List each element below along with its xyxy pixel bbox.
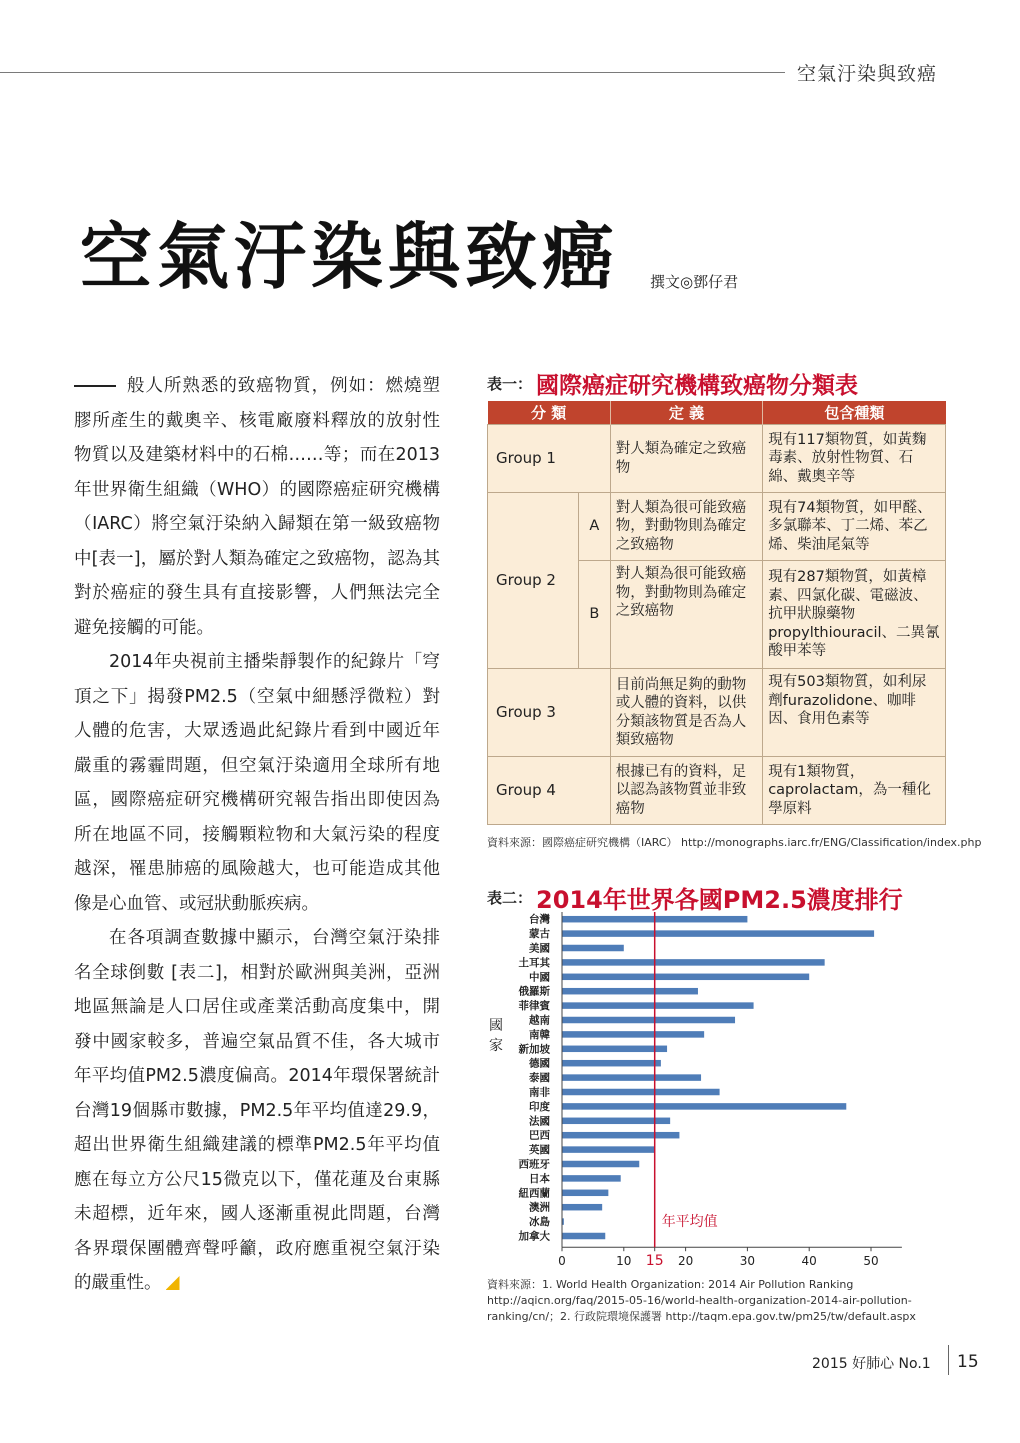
group-definition: 對人類為確定之致癌物: [610, 425, 762, 493]
table2-source: 資料來源：1. World Health Organization: 2014 Air Pollution Ranking http://aqicn.org/faq/2015-05-16/world-health-organization-2014-air-pollution-ranking/cn/；2. 行政院環境保護署 http://taqm.epa.gov.tw/pm25/tw/default.aspx: [487, 1278, 916, 1323]
bar: [562, 1233, 605, 1240]
category-label: 台灣: [529, 913, 550, 926]
table1-heading: [487, 367, 947, 400]
bar: [562, 1204, 602, 1211]
bar: [562, 1089, 720, 1096]
category-label: 越南: [529, 1014, 550, 1027]
group-name: Group 2: [488, 493, 579, 669]
bar: [562, 1161, 639, 1168]
page-number: 15: [957, 1352, 979, 1372]
table-row-group2a: [488, 493, 946, 561]
folio: 2015 好肺心 No.1: [812, 1356, 931, 1372]
table1-label: 表一：: [487, 375, 533, 393]
bar: [562, 945, 624, 952]
bar: [562, 1002, 754, 1009]
bar: [562, 1074, 701, 1081]
category-label: 菲律賓: [518, 1000, 550, 1013]
x-tick-label: 0: [558, 1254, 566, 1269]
bar: [562, 930, 874, 937]
category-label: 西班牙: [518, 1158, 550, 1171]
group-examples: 現有117類物質，如黃麴毒素、放射性物質、石綿、戴奧辛等: [763, 425, 946, 493]
group-examples: 現有503類物質，如利尿劑furazolidone、咖啡因、食用色素等: [763, 669, 946, 757]
paragraph-3: [74, 921, 440, 1301]
category-label: 加拿大: [518, 1230, 550, 1243]
table-row-group4: [488, 757, 946, 825]
category-label: 泰國: [529, 1072, 550, 1085]
table2-label: 表二：: [487, 889, 533, 907]
table2-title: 2014年世界各國PM2.5濃度排行: [536, 886, 903, 914]
group-examples: 現有1類物質，caprolactam，為一種化學原料: [763, 757, 946, 825]
x-tick-label: 15: [645, 1253, 664, 1270]
article-title: 空氣汙染與致癌: [80, 215, 620, 299]
bar: [562, 974, 809, 981]
table-row-group3: [488, 669, 946, 757]
category-label: 冰島: [529, 1216, 550, 1229]
x-tick-label: 10: [616, 1254, 632, 1269]
y-axis-label: 家: [489, 1038, 503, 1054]
category-label: 德國: [529, 1057, 550, 1070]
end-mark-icon: [166, 1276, 180, 1290]
group-examples: 現有287類物質，如黃樟素、四氯化碳、電磁波、抗甲狀腺藥物propylthiouracil、二異氰酸甲苯等: [763, 561, 946, 669]
table1-title: 國際癌症研究機構致癌物分類表: [536, 373, 859, 399]
paragraph-2: 2014年央視前主播柴靜製作的紀錄片「穹頂之下」揭發PM2.5（空氣中細懸浮微粒）對人體的危害，大眾透過此紀錄片看到中國近年嚴重的霧霾問題，但空氣汙染適用全球所有地區，國際癌症研究機構研究報告指出即使因為所在地區不同，接觸顆粒物和大氣污染的程度越深，罹患肺癌的風險越大，也可能造成其他像是心血管、或冠狀動脈疾病。: [74, 652, 440, 914]
category-label: 紐西蘭: [518, 1187, 550, 1200]
group-definition: 目前尚無足夠的動物或人體的資料，以供分類該物質是否為人類致癌物: [610, 669, 762, 757]
bar: [562, 1060, 661, 1067]
table1-header-row: [488, 401, 946, 425]
bar: [562, 1146, 655, 1153]
bar: [562, 1103, 846, 1110]
category-label: 土耳其: [518, 956, 550, 969]
x-tick-label: 40: [801, 1254, 817, 1269]
group-definition: 對人類為很可能致癌物，對動物則為確定之致癌物: [610, 493, 762, 561]
article-author: 撰文◎鄧仔君: [650, 273, 739, 291]
table1-header-examples: 包含種類: [763, 401, 946, 425]
pm25-bar-chart: [480, 910, 960, 1272]
category-label: 蒙古: [529, 928, 550, 941]
group-definition: 根據已有的資料，足以認為該物質並非致癌物: [610, 757, 762, 825]
y-axis-label: 國: [489, 1018, 503, 1034]
bar: [562, 1017, 735, 1024]
category-label: 俄羅斯: [518, 985, 550, 998]
paragraph-3-text: 在各項調查數據中顯示，台灣空氣汙染排名全球倒數 [表二]，相對於歐洲與美洲，亞洲地區無論是人口居住或產業活動高度集中，開發中國家較多，普遍空氣品質不佳，各大城市年平均值PM2.5濃度偏高。2014年環保署統計台灣19個縣市數據，PM2.5年平均值達29.9，超出世界衛生組織建議的標準PM2.5年平均值應在每立方公尺15微克以下，僅花蓮及台東縣未超標，近年來，國人逐漸重視此問題，台灣各界環保團體齊聲呼籲，政府應重視空氣汙染的嚴重性。: [74, 928, 440, 1293]
category-label: 南韓: [529, 1028, 550, 1041]
category-label: 中國: [529, 971, 550, 984]
x-tick-label: 30: [739, 1254, 756, 1269]
subgroup-label: B: [578, 561, 610, 669]
category-label: 印度: [529, 1100, 550, 1113]
group-name: Group 4: [488, 757, 611, 825]
x-tick-label: 20: [677, 1254, 694, 1269]
bar: [562, 1132, 679, 1139]
bar: [562, 1118, 670, 1125]
group-name: Group 1: [488, 425, 611, 493]
group-name: Group 3: [488, 669, 611, 757]
category-label: 日本: [529, 1172, 550, 1185]
subgroup-label: A: [578, 493, 610, 561]
article-body: [74, 369, 440, 1301]
bar: [562, 1046, 667, 1053]
category-label: 南非: [529, 1086, 550, 1099]
bar: [562, 988, 698, 995]
table-row-group1: [488, 425, 946, 493]
group-definition: 對人類為很可能致癌物，對動物則為確定之致癌物: [610, 561, 762, 669]
x-tick-label: 50: [863, 1254, 879, 1269]
category-label: 美國: [529, 942, 550, 955]
carcinogen-classification-table: [487, 401, 946, 825]
table1-header-definition: 定 義: [610, 401, 762, 425]
category-label: 澳洲: [529, 1201, 550, 1214]
category-label: 新加坡: [518, 1043, 550, 1056]
lead-bar: [74, 385, 116, 387]
category-label: 英國: [529, 1144, 550, 1157]
paragraph-1-text: 般人所熟悉的致癌物質，例如：燃燒塑膠所產生的戴奧辛、核電廠廢料釋放的放射性物質以及建築材料中的石棉……等；而在2013年世界衛生組織（WHO）的國際癌症研究機構（IARC）將空氣汙染納入歸類在第一級致癌物中[表一]，屬於對人類為確定之致癌物，認為其對於癌症的發生具有直接影響，人們無法完全避免接觸的可能。: [74, 376, 440, 638]
category-label: 巴西: [529, 1129, 550, 1142]
bar: [562, 1175, 621, 1182]
running-head: 空氣汙染與致癌: [797, 63, 938, 85]
reference-label: 年平均值: [661, 1214, 718, 1231]
bar: [562, 959, 825, 966]
bar: [562, 1031, 704, 1038]
paragraph-1: [74, 369, 440, 645]
category-label: 法國: [529, 1115, 550, 1128]
bar: [562, 1190, 608, 1197]
table1-source: 資料來源：國際癌症研究機構（IARC） http://monographs.iarc.fr/ENG/Classification/index.php: [487, 836, 982, 849]
folio-rule: [948, 1345, 949, 1375]
group-examples: 現有74類物質，如甲醛、多氯聯苯、丁二烯、苯乙烯、柴油尾氣等: [763, 493, 946, 561]
table1-header-class: 分 類: [488, 401, 611, 425]
header-rule: [0, 72, 785, 73]
